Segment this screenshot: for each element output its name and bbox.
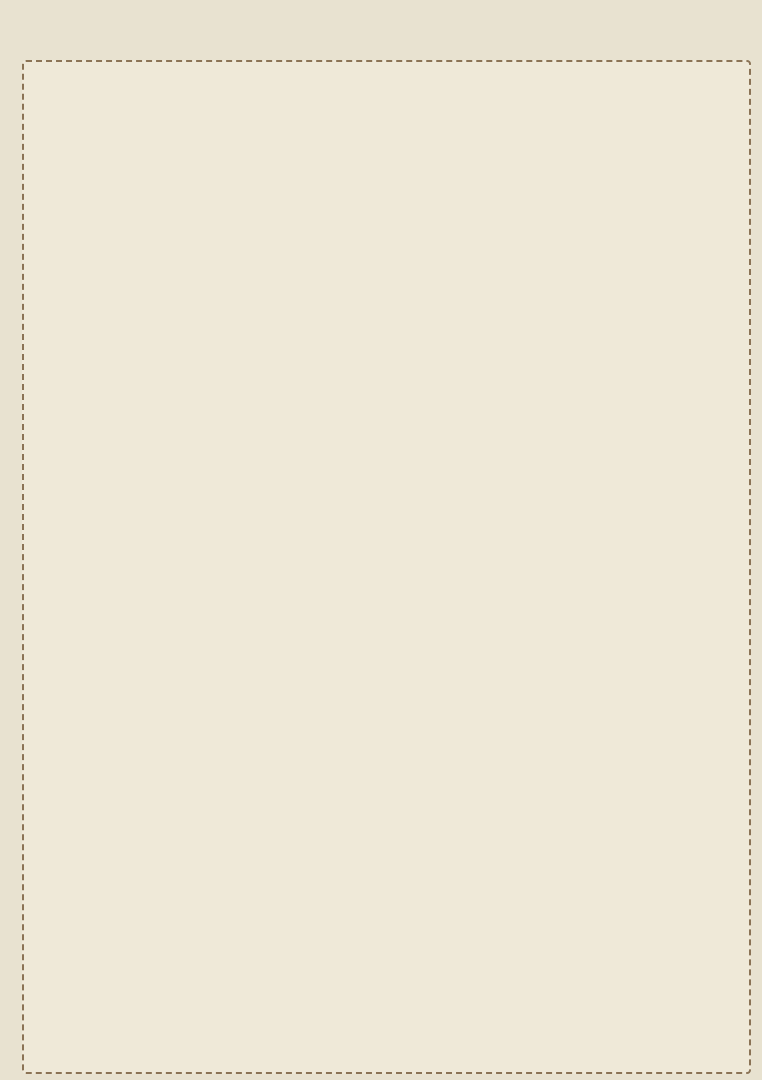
content-area: [22, 60, 751, 1074]
